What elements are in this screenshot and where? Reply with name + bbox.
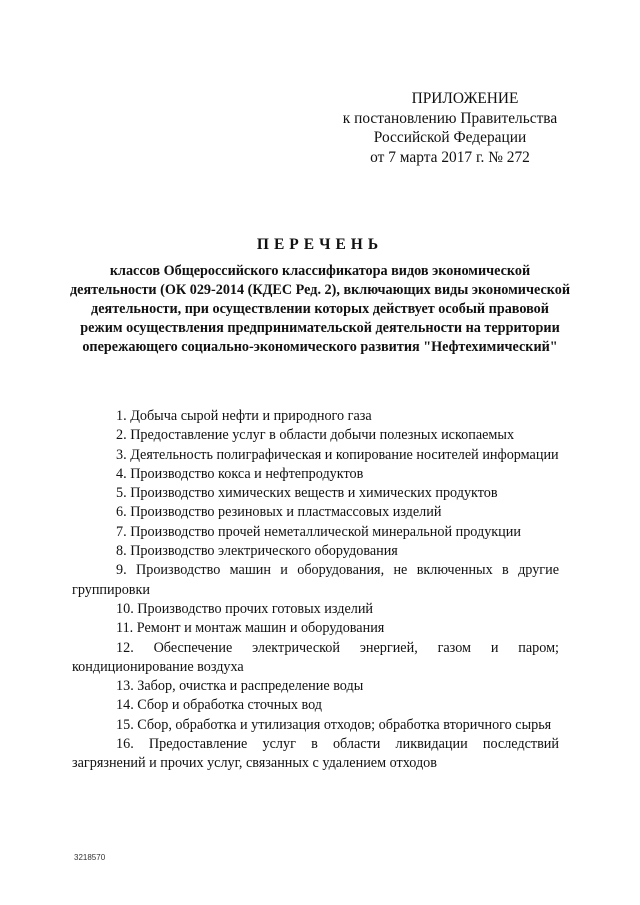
list-item: 5. Производство химических веществ и химических продуктов [116,485,498,502]
list-item: 1. Добыча сырой нефти и природного газа [116,408,372,424]
document-subtitle: классов Общероссийского классификатора видов экономической деятельности (ОК 029-2014 (КДЕС Ред. 2), включающих виды экономической деятельности, при осуществлении которых действует особый правовой режим осуществления предпринимательской деятельности на территории опережающего социально-экономического развития "Нефтехимический" [70,263,570,355]
list-item: 13. Забор, очистка и распределение воды [116,678,364,695]
list-item: 8. Производство электрического оборудования [116,543,398,560]
list-item: 7. Производство прочей неметаллической минеральной продукции [116,523,521,540]
activity-list [72,407,559,774]
list-item: 2. Предоставление услуг в области добычи полезных ископаемых [116,427,515,444]
document-title: ПЕРЕЧЕНЬ [256,236,384,253]
list-item: 16. Предоставление услуг в области ликвидации последствий загрязнений и прочих услуг, связанных с удалением отходов [72,736,559,772]
annex-line-federation: Российской Федерации [373,129,527,146]
annex-line-date-number: от 7 марта 2017 г. № 272 [370,148,530,166]
list-item: 6. Производство резиновых и пластмассовых изделий [116,504,442,521]
list-item: 14. Сбор и обработка сточных вод [116,697,323,714]
list-item: 12. Обеспечение электрической энергией, газом и паром; кондиционирование воздуха [72,639,559,675]
list-item: 3. Деятельность полиграфическая и копирование носителей информации [116,446,559,463]
list-item: 10. Производство прочих готовых изделий [116,600,374,617]
document-code: 3218570 [74,853,106,862]
list-item: 15. Сбор, обработка и утилизация отходов; обработка вторичного сырья [116,716,552,733]
annex-block [330,89,570,167]
list-item: 11. Ремонт и монтаж машин и оборудования [116,620,385,637]
annex-heading: ПРИЛОЖЕНИЕ [411,90,519,107]
annex-line-resolution: к постановлению Правительства [342,109,558,127]
list-item: 9. Производство машин и оборудования, не включенных в другие группировки [72,562,559,598]
list-item: 4. Производство кокса и нефтепродуктов [116,465,364,482]
